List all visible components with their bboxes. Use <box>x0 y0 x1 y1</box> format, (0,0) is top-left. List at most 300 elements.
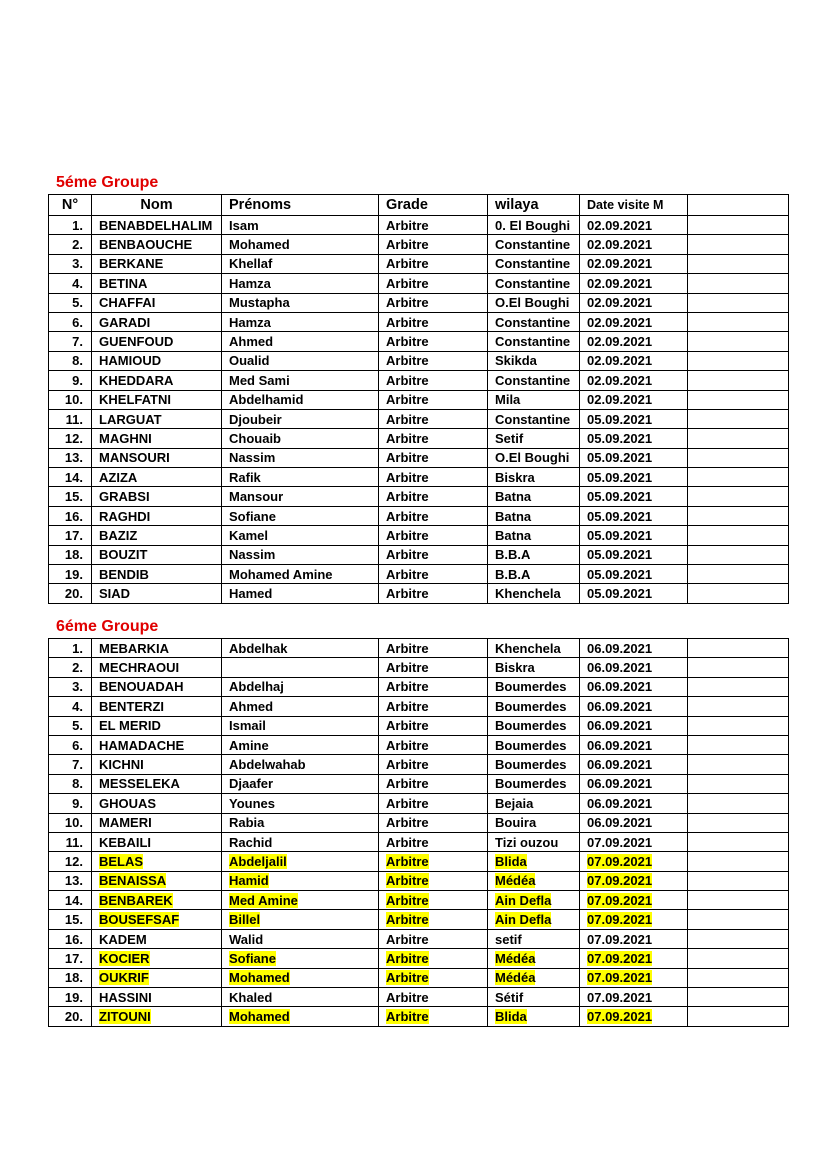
row-date-text: 05.09.2021 <box>587 430 653 446</box>
row-grade-text: Arbitre <box>386 314 429 330</box>
row-prenom-text: Hamza <box>229 275 271 291</box>
row-empty <box>688 891 789 910</box>
row-date <box>580 371 688 390</box>
row-nom-text: BENABDELHALIM <box>99 217 213 233</box>
table-row <box>49 832 789 851</box>
row-date <box>580 755 688 774</box>
row-prenom-text: Rabia <box>229 815 265 831</box>
row-nom <box>92 332 222 351</box>
row-date <box>580 716 688 735</box>
row-grade <box>379 716 488 735</box>
row-nom <box>92 988 222 1007</box>
table-row <box>49 852 789 871</box>
row-wilaya <box>488 910 580 929</box>
row-wilaya-text: Setif <box>495 430 524 446</box>
row-grade <box>379 390 488 409</box>
row-empty <box>688 351 789 370</box>
row-wilaya <box>488 545 580 564</box>
row-empty <box>688 545 789 564</box>
row-prenom <box>222 312 379 331</box>
row-wilaya <box>488 658 580 677</box>
row-wilaya-text: Boumerdes <box>495 757 567 773</box>
row-nom-text: BELAS <box>99 853 144 869</box>
row-date <box>580 735 688 754</box>
row-wilaya <box>488 735 580 754</box>
row-wilaya-text: Constantine <box>495 237 571 253</box>
row-number-text: 13. <box>64 450 83 466</box>
row-number-text: 15. <box>64 489 83 505</box>
row-empty <box>688 293 789 312</box>
row-wilaya-text: Mila <box>495 392 521 408</box>
row-date <box>580 332 688 351</box>
row-number <box>49 949 92 968</box>
row-nom-text: GARADI <box>99 314 151 330</box>
row-wilaya <box>488 468 580 487</box>
table-row <box>49 565 789 584</box>
row-date-text: 07.09.2021 <box>587 873 653 889</box>
row-nom <box>92 794 222 813</box>
row-date <box>580 794 688 813</box>
row-wilaya <box>488 988 580 1007</box>
table-row <box>49 891 789 910</box>
row-prenom <box>222 332 379 351</box>
row-number <box>49 794 92 813</box>
row-date <box>580 697 688 716</box>
row-grade-text: Arbitre <box>386 853 429 869</box>
row-prenom <box>222 774 379 793</box>
row-date <box>580 871 688 890</box>
table-row <box>49 351 789 370</box>
row-grade-text: Arbitre <box>386 718 429 734</box>
row-number <box>49 545 92 564</box>
row-wilaya <box>488 293 580 312</box>
row-grade <box>379 1007 488 1026</box>
row-prenom <box>222 448 379 467</box>
row-nom <box>92 448 222 467</box>
row-number-text: 3. <box>72 256 83 272</box>
row-prenom <box>222 235 379 254</box>
row-number <box>49 697 92 716</box>
row-grade <box>379 871 488 890</box>
table-row <box>49 216 789 235</box>
row-wilaya <box>488 526 580 545</box>
row-wilaya <box>488 929 580 948</box>
row-prenom-text: Hamza <box>229 314 271 330</box>
row-nom-text: GHOUAS <box>99 795 157 811</box>
row-wilaya-text: Ain Defla <box>495 892 552 908</box>
row-grade-text: Arbitre <box>386 757 429 773</box>
row-wilaya-text: O.El Boughi <box>495 450 570 466</box>
row-nom-text: HAMIOUD <box>99 353 162 369</box>
row-date-text: 07.09.2021 <box>587 950 653 966</box>
row-date <box>580 312 688 331</box>
row-nom-text: HASSINI <box>99 989 152 1005</box>
row-nom <box>92 677 222 696</box>
row-prenom <box>222 852 379 871</box>
row-grade-text: Arbitre <box>386 256 429 272</box>
table-row <box>49 755 789 774</box>
row-number <box>49 929 92 948</box>
row-prenom <box>222 871 379 890</box>
row-grade <box>379 487 488 506</box>
row-date <box>580 852 688 871</box>
row-date-text: 02.09.2021 <box>587 256 653 272</box>
row-prenom <box>222 506 379 525</box>
row-number-text: 16. <box>64 931 83 947</box>
row-wilaya <box>488 755 580 774</box>
row-grade-text: Arbitre <box>386 660 429 676</box>
row-prenom <box>222 487 379 506</box>
table-row <box>49 235 789 254</box>
row-nom <box>92 235 222 254</box>
row-prenom-text: Sofiane <box>229 950 276 966</box>
row-date-text: 07.09.2021 <box>587 853 653 869</box>
row-number-text: 1. <box>72 640 83 656</box>
row-grade <box>379 216 488 235</box>
row-number <box>49 658 92 677</box>
row-nom <box>92 697 222 716</box>
row-prenom <box>222 949 379 968</box>
row-grade-text: Arbitre <box>386 275 429 291</box>
row-grade-text: Arbitre <box>386 873 429 889</box>
row-number <box>49 293 92 312</box>
table-row <box>49 774 789 793</box>
row-empty <box>688 929 789 948</box>
header-nom: Nom <box>92 195 222 216</box>
row-wilaya-text: 0. El Boughi <box>495 217 571 233</box>
table-row <box>49 293 789 312</box>
row-empty <box>688 506 789 525</box>
row-date-text: 02.09.2021 <box>587 392 653 408</box>
row-wilaya <box>488 487 580 506</box>
row-wilaya-text: Ain Defla <box>495 912 552 928</box>
row-grade-text: Arbitre <box>386 450 429 466</box>
table-row <box>49 274 789 293</box>
row-empty <box>688 658 789 677</box>
row-prenom <box>222 1007 379 1026</box>
row-prenom-text: Rafik <box>229 469 261 485</box>
row-grade <box>379 254 488 273</box>
row-date <box>580 487 688 506</box>
group-6-table <box>48 638 789 1027</box>
row-date <box>580 565 688 584</box>
row-nom <box>92 526 222 545</box>
row-number-text: 20. <box>64 1009 83 1025</box>
row-grade-text: Arbitre <box>386 912 429 928</box>
row-nom-text: OUKRIF <box>99 970 149 986</box>
row-number <box>49 506 92 525</box>
table-row <box>49 332 789 351</box>
row-number <box>49 677 92 696</box>
row-prenom-text: Med Amine <box>229 892 298 908</box>
row-date-text: 07.09.2021 <box>587 970 653 986</box>
row-wilaya <box>488 506 580 525</box>
row-wilaya-text: Boumerdes <box>495 679 567 695</box>
row-empty <box>688 332 789 351</box>
row-grade-text: Arbitre <box>386 527 429 543</box>
row-grade <box>379 813 488 832</box>
row-date-text: 07.09.2021 <box>587 912 653 928</box>
group-5-table <box>48 194 789 604</box>
row-empty <box>688 526 789 545</box>
row-date <box>580 545 688 564</box>
table-row <box>49 677 789 696</box>
row-empty <box>688 832 789 851</box>
row-prenom-text: Mohamed Amine <box>229 566 333 582</box>
row-number <box>49 716 92 735</box>
row-grade <box>379 677 488 696</box>
row-wilaya-text: Khenchela <box>495 586 561 602</box>
row-nom-text: GUENFOUD <box>99 334 174 350</box>
row-empty <box>688 429 789 448</box>
row-date-text: 02.09.2021 <box>587 217 653 233</box>
row-nom <box>92 565 222 584</box>
row-nom-text: KICHNI <box>99 757 144 773</box>
row-date-text: 06.09.2021 <box>587 795 653 811</box>
row-date <box>580 988 688 1007</box>
row-number <box>49 891 92 910</box>
row-number <box>49 468 92 487</box>
row-date-text: 07.09.2021 <box>587 1009 653 1025</box>
row-prenom <box>222 716 379 735</box>
row-prenom <box>222 929 379 948</box>
table-row <box>49 468 789 487</box>
row-empty <box>688 968 789 987</box>
row-wilaya <box>488 584 580 603</box>
row-date <box>580 949 688 968</box>
row-empty <box>688 735 789 754</box>
row-number-text: 14. <box>64 892 83 908</box>
row-date-text: 05.09.2021 <box>587 586 653 602</box>
row-prenom <box>222 584 379 603</box>
row-date-text: 06.09.2021 <box>587 698 653 714</box>
row-date <box>580 293 688 312</box>
row-number <box>49 390 92 409</box>
row-grade-text: Arbitre <box>386 392 429 408</box>
row-date-text: 05.09.2021 <box>587 508 653 524</box>
table-row <box>49 526 789 545</box>
row-number-text: 2. <box>72 237 83 253</box>
row-date <box>580 677 688 696</box>
row-wilaya <box>488 1007 580 1026</box>
row-grade <box>379 929 488 948</box>
row-nom <box>92 852 222 871</box>
row-wilaya <box>488 852 580 871</box>
row-nom-text: BENOUADAH <box>99 679 184 695</box>
row-wilaya <box>488 216 580 235</box>
row-date-text: 05.09.2021 <box>587 527 653 543</box>
row-wilaya <box>488 697 580 716</box>
row-empty <box>688 487 789 506</box>
row-number-text: 11. <box>65 834 83 850</box>
table-row <box>49 409 789 428</box>
row-date <box>580 639 688 658</box>
row-date-text: 06.09.2021 <box>587 660 653 676</box>
row-date-text: 02.09.2021 <box>587 353 653 369</box>
row-prenom-text: Mohamed <box>229 237 290 253</box>
row-empty <box>688 852 789 871</box>
row-prenom-text: Djoubeir <box>229 411 282 427</box>
row-wilaya <box>488 949 580 968</box>
row-prenom <box>222 274 379 293</box>
row-date <box>580 1007 688 1026</box>
row-date-text: 02.09.2021 <box>587 237 653 253</box>
row-grade <box>379 794 488 813</box>
row-number-text: 18. <box>64 547 83 563</box>
row-date <box>580 584 688 603</box>
row-wilaya-text: Tizi ouzou <box>495 834 559 850</box>
row-prenom-text: Khellaf <box>229 256 273 272</box>
row-number <box>49 371 92 390</box>
row-wilaya-text: Constantine <box>495 411 571 427</box>
row-grade <box>379 832 488 851</box>
row-nom-text: BENBAOUCHE <box>99 237 193 253</box>
row-grade <box>379 697 488 716</box>
row-grade <box>379 852 488 871</box>
row-grade <box>379 429 488 448</box>
row-nom-text: BENBAREK <box>99 892 173 908</box>
row-wilaya <box>488 390 580 409</box>
row-grade <box>379 332 488 351</box>
row-grade-text: Arbitre <box>386 776 429 792</box>
row-number-text: 5. <box>72 718 83 734</box>
row-number-text: 8. <box>72 353 83 369</box>
row-date <box>580 832 688 851</box>
row-nom-text: MECHRAOUI <box>99 660 180 676</box>
row-grade-text: Arbitre <box>386 489 429 505</box>
row-wilaya <box>488 565 580 584</box>
row-wilaya <box>488 774 580 793</box>
row-date <box>580 506 688 525</box>
row-nom <box>92 658 222 677</box>
row-wilaya-text: Skikda <box>495 353 537 369</box>
row-grade-text: Arbitre <box>386 586 429 602</box>
row-grade-text: Arbitre <box>386 679 429 695</box>
row-number <box>49 774 92 793</box>
row-wilaya <box>488 968 580 987</box>
row-nom <box>92 487 222 506</box>
table-row <box>49 813 789 832</box>
row-nom <box>92 929 222 948</box>
row-nom-text: RAGHDI <box>99 508 151 524</box>
row-number <box>49 429 92 448</box>
row-number-text: 10. <box>64 815 83 831</box>
row-prenom <box>222 526 379 545</box>
row-number-text: 19. <box>64 989 83 1005</box>
row-grade-text: Arbitre <box>386 1009 429 1025</box>
row-nom <box>92 968 222 987</box>
row-grade-text: Arbitre <box>386 698 429 714</box>
row-wilaya-text: Constantine <box>495 275 571 291</box>
row-wilaya-text: Sétif <box>495 989 524 1005</box>
row-nom <box>92 891 222 910</box>
row-nom-text: MAMERI <box>99 815 152 831</box>
row-empty <box>688 871 789 890</box>
row-prenom <box>222 755 379 774</box>
row-prenom-text: Djaafer <box>229 776 274 792</box>
row-prenom <box>222 565 379 584</box>
row-wilaya-text: Boumerdes <box>495 737 567 753</box>
row-number <box>49 988 92 1007</box>
row-prenom-text: Sofiane <box>229 508 276 524</box>
row-wilaya-text: setif <box>495 931 522 947</box>
row-grade <box>379 274 488 293</box>
row-nom-text: BOUSEFSAF <box>99 912 180 928</box>
row-date <box>580 235 688 254</box>
row-wilaya-text: Khenchela <box>495 640 561 656</box>
row-prenom <box>222 254 379 273</box>
row-grade-text: Arbitre <box>386 334 429 350</box>
row-prenom-text: Abdeljalil <box>229 853 287 869</box>
row-empty <box>688 774 789 793</box>
row-prenom-text: Younes <box>229 795 275 811</box>
row-prenom-text: Mustapha <box>229 295 290 311</box>
row-grade <box>379 735 488 754</box>
row-number-text: 12. <box>64 430 83 446</box>
table-row <box>49 949 789 968</box>
row-wilaya-text: O.El Boughi <box>495 295 570 311</box>
row-number <box>49 254 92 273</box>
row-nom <box>92 468 222 487</box>
table-row <box>49 910 789 929</box>
row-wilaya <box>488 351 580 370</box>
row-wilaya <box>488 429 580 448</box>
row-prenom-text: Ismail <box>229 718 266 734</box>
row-prenom <box>222 351 379 370</box>
row-wilaya <box>488 639 580 658</box>
table-row <box>49 254 789 273</box>
row-prenom <box>222 429 379 448</box>
row-grade <box>379 774 488 793</box>
row-date <box>580 468 688 487</box>
row-wilaya-text: Constantine <box>495 256 571 272</box>
row-date-text: 02.09.2021 <box>587 334 653 350</box>
row-empty <box>688 910 789 929</box>
row-empty <box>688 409 789 428</box>
row-date <box>580 774 688 793</box>
row-grade <box>379 293 488 312</box>
row-grade-text: Arbitre <box>386 566 429 582</box>
row-date <box>580 910 688 929</box>
row-wilaya <box>488 794 580 813</box>
row-grade-text: Arbitre <box>386 737 429 753</box>
row-grade <box>379 968 488 987</box>
row-prenom <box>222 677 379 696</box>
row-number-text: 10. <box>64 392 83 408</box>
table-row <box>49 735 789 754</box>
row-date <box>580 216 688 235</box>
row-date <box>580 254 688 273</box>
row-nom <box>92 755 222 774</box>
row-wilaya-text: B.B.A <box>495 566 531 582</box>
row-nom <box>92 813 222 832</box>
row-prenom-text: Abdelhamid <box>229 392 304 408</box>
row-grade-text: Arbitre <box>386 469 429 485</box>
row-empty <box>688 639 789 658</box>
row-grade-text: Arbitre <box>386 217 429 233</box>
row-number <box>49 968 92 987</box>
row-number <box>49 813 92 832</box>
row-date <box>580 526 688 545</box>
row-nom <box>92 371 222 390</box>
row-number-text: 4. <box>72 275 83 291</box>
row-nom <box>92 1007 222 1026</box>
row-empty <box>688 716 789 735</box>
row-empty <box>688 697 789 716</box>
row-nom <box>92 506 222 525</box>
row-number <box>49 448 92 467</box>
header-empty <box>688 195 789 216</box>
